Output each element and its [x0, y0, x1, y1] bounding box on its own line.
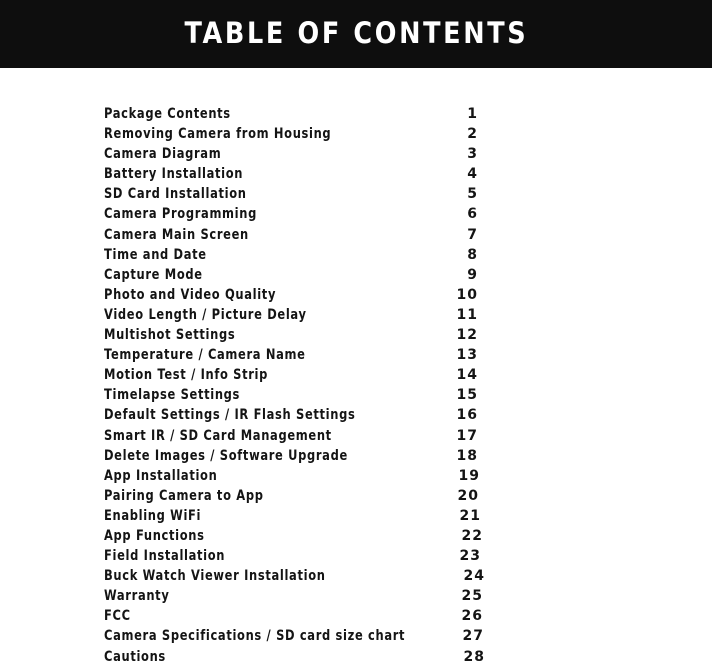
toc-entry-title: Default Settings / IR Flash Settings [104, 407, 356, 424]
toc-entry [104, 325, 494, 345]
toc-entry-page-number: 8 [467, 246, 478, 263]
toc-entry [104, 164, 494, 184]
toc-entry-page-number: 11 [456, 306, 478, 323]
toc-entry-page-number: 25 [461, 588, 483, 605]
toc-entry-page-number: 28 [463, 648, 485, 665]
toc-entry [104, 345, 494, 365]
toc-entry [104, 245, 494, 265]
toc-entry [104, 426, 494, 446]
toc-entry [104, 466, 494, 486]
toc-entry-title: Camera Main Screen [104, 226, 249, 243]
toc-entry [104, 225, 494, 245]
toc-entry-page-number: 27 [462, 628, 484, 645]
toc-entry-page-number: 22 [461, 527, 483, 544]
toc-entry-page-number: 3 [467, 146, 478, 163]
toc-entry [104, 546, 494, 566]
toc-entry-title: Motion Test / Info Strip [104, 367, 269, 384]
toc-entry-title: Camera Diagram [104, 146, 222, 163]
toc-entry [104, 144, 494, 164]
toc-entry-title: Pairing Camera to App [104, 487, 264, 504]
toc-entry-title: Capture Mode [104, 266, 203, 283]
toc-entry-title: Field Installation [104, 548, 226, 565]
toc-entry [104, 204, 494, 224]
toc-entry-page-number: 26 [461, 608, 483, 625]
toc-entry-page-number: 2 [467, 126, 478, 143]
page-title: TABLE OF CONTENTS [184, 15, 528, 50]
toc-entry-page-number: 10 [456, 286, 478, 303]
toc-entry-page-number: 23 [459, 548, 481, 565]
toc-entry-page-number: 7 [467, 226, 478, 243]
toc-entry-page-number: 4 [467, 166, 478, 183]
toc-entry-title: Time and Date [104, 246, 207, 263]
toc-entry-title: Photo and Video Quality [104, 286, 277, 303]
toc-entry-page-number: 19 [458, 467, 480, 484]
toc-entry [104, 385, 494, 405]
toc-entry-title: Smart IR / SD Card Management [104, 427, 332, 444]
toc-entry-page-number: 12 [456, 327, 478, 344]
toc-entry-page-number: 9 [467, 266, 478, 283]
toc-entry-page-number: 5 [467, 186, 478, 203]
toc-entry-title: App Installation [104, 467, 218, 484]
toc-entry-page-number: 20 [457, 487, 479, 504]
toc-entry-title: Camera Programming [104, 206, 257, 223]
toc-entry [104, 285, 494, 305]
toc-entry [104, 365, 494, 385]
toc-entry-title: Timelapse Settings [104, 387, 241, 404]
table-of-contents [104, 104, 494, 667]
toc-entry-title: App Functions [104, 527, 205, 544]
toc-entry [104, 526, 494, 546]
toc-entry [104, 566, 494, 586]
toc-entry [104, 405, 494, 425]
toc-entry-page-number: 6 [467, 206, 478, 223]
toc-entry [104, 486, 494, 506]
toc-entry [104, 506, 494, 526]
toc-entry [104, 265, 494, 285]
toc-entry-page-number: 1 [467, 106, 478, 122]
toc-entry [104, 104, 494, 124]
toc-entry-page-number: 21 [459, 507, 481, 524]
toc-entry-title: Video Length / Picture Delay [104, 306, 307, 323]
toc-entry [104, 647, 494, 667]
header-bar [0, 0, 712, 68]
toc-entry-page-number: 24 [463, 568, 485, 585]
toc-entry [104, 626, 494, 646]
toc-entry-page-number: 14 [456, 367, 478, 384]
toc-entry-page-number: 17 [456, 427, 478, 444]
toc-entry-page-number: 18 [456, 447, 478, 464]
toc-entry-title: Battery Installation [104, 166, 244, 183]
toc-entry [104, 124, 494, 144]
toc-entry-title: Cautions [104, 648, 166, 665]
toc-entry-title: Delete Images / Software Upgrade [104, 447, 348, 464]
toc-entry-title: Package Contents [104, 106, 231, 122]
toc-entry [104, 305, 494, 325]
toc-entry-title: Enabling WiFi [104, 507, 202, 524]
toc-entry-title: Warranty [104, 588, 170, 605]
toc-entry [104, 606, 494, 626]
toc-entry-page-number: 15 [456, 387, 478, 404]
toc-entry-title: Buck Watch Viewer Installation [104, 568, 326, 585]
toc-entry [104, 446, 494, 466]
toc-entry-title: Multishot Settings [104, 327, 236, 344]
toc-entry [104, 586, 494, 606]
toc-entry [104, 184, 494, 204]
toc-entry-title: Temperature / Camera Name [104, 347, 306, 364]
toc-entry-page-number: 13 [456, 347, 478, 364]
toc-entry-title: Removing Camera from Housing [104, 126, 332, 143]
toc-entry-title: FCC [104, 608, 131, 625]
toc-entry-title: Camera Specifications / SD card size chart [104, 628, 406, 645]
toc-entry-page-number: 16 [456, 407, 478, 424]
toc-entry-title: SD Card Installation [104, 186, 247, 203]
